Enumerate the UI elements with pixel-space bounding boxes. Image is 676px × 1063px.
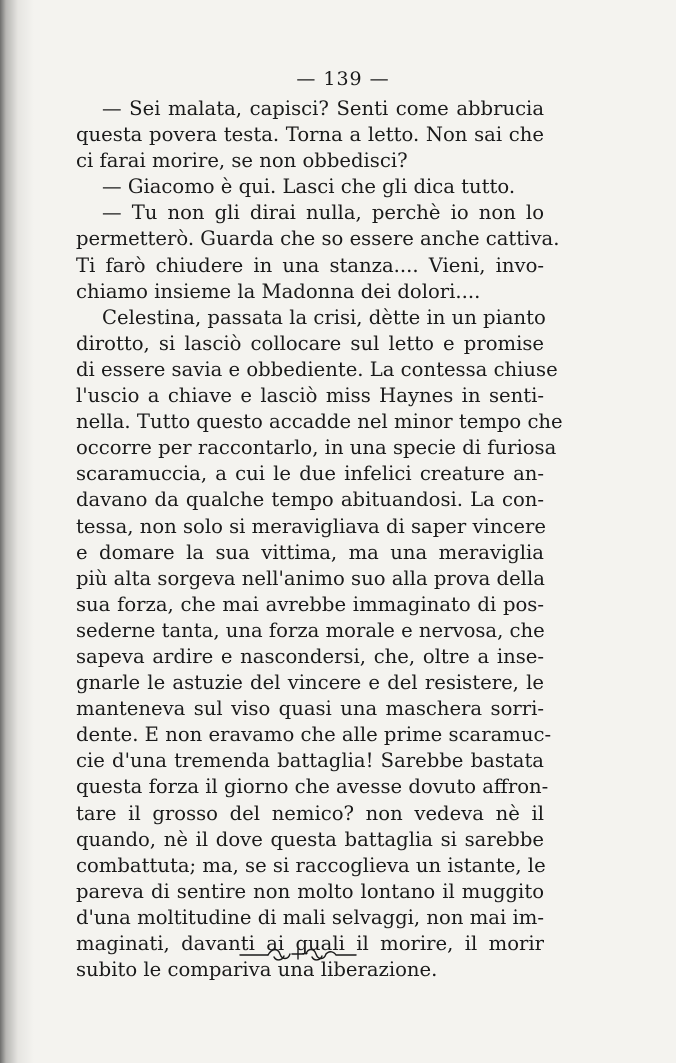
text-line: tessa, non solo si meravigliava di saper vincere: [76, 514, 546, 538]
text-line: subito le compariva una liberazione.: [76, 958, 438, 982]
text-line: combattuta; ma, se si raccoglieva un istante, le: [76, 853, 546, 877]
text-line: davano da qualche tempo abituandosi. La con-: [76, 488, 544, 512]
text-line: Ti farò chiudere in una stanza.... Vieni, invo-: [76, 253, 544, 277]
text-line: — Sei malata, capisci? Senti come abbrucia: [102, 97, 544, 120]
text-line: e domare la sua vittima, ma una meraviglia: [76, 540, 544, 564]
text-line: dirotto, si lasciò collocare sul letto e promise: [76, 331, 544, 355]
text-line: sapeva ardire e nascondersi, che, oltre a inse-: [76, 644, 544, 668]
text-line: nella. Tutto questo accadde nel minor tempo che: [76, 410, 563, 434]
text-line: permetterò. Guarda che so essere anche cattiva.: [76, 227, 560, 251]
text-line: d'una moltitudine di mali selvaggi, non mai im-: [76, 905, 544, 929]
page-number: — 139 —: [296, 68, 390, 90]
text-line: sederne tanta, una forza morale e nervosa, che: [76, 618, 545, 642]
text-line: — Giacomo è qui. Lasci che gli dica tutto.: [102, 175, 516, 199]
text-line: chiamo insieme la Madonna dei dolori....: [76, 279, 481, 303]
text-line: Celestina, passata la crisi, dètte in un pianto: [102, 305, 546, 329]
text-line: ci farai morire, se non obbedisci?: [76, 149, 408, 173]
text-line: questa forza il giorno che avesse dovuto affron-: [76, 775, 549, 799]
text-line: questa povera testa. Torna a letto. Non sai che: [76, 123, 544, 147]
text-line: scaramuccia, a cui le due infelici creature an-: [76, 462, 544, 486]
text-line: pareva di sentire non molto lontano il muggito: [76, 879, 544, 903]
text-line: manteneva sul viso quasi una maschera sorri-: [76, 697, 544, 721]
text-line: tare il grosso del nemico? non vedeva nè il: [76, 801, 544, 825]
text-line: occorre per raccontarlo, in una specie di furiosa: [76, 436, 557, 460]
tailpiece-ornament-icon: [238, 944, 358, 964]
text-line: — Tu non gli dirai nulla, perchè io non lo: [102, 201, 544, 225]
body-text: [76, 96, 563, 983]
text-line: l'uscio a chiave e lasciò miss Haynes in senti-: [76, 384, 544, 408]
text-line: sua forza, che mai avrebbe immaginato di pos-: [76, 592, 544, 616]
text-line: più alta sorgeva nell'animo suo alla prova della: [76, 566, 545, 590]
text-line: gnarle le astuzie del vincere e del resistere, le: [76, 671, 544, 695]
text-line: dente. E non eravamo che alle prime scaramuc-: [76, 723, 552, 747]
text-line: maginati, davanti ai quali il morire, il morir: [76, 932, 544, 955]
text-line: quando, nè il dove questa battaglia si sarebbe: [76, 827, 544, 851]
text-line: cie d'una tremenda battaglia! Sarebbe bastata: [76, 749, 544, 773]
text-line: di essere savia e obbediente. La contessa chiuse: [76, 357, 558, 381]
